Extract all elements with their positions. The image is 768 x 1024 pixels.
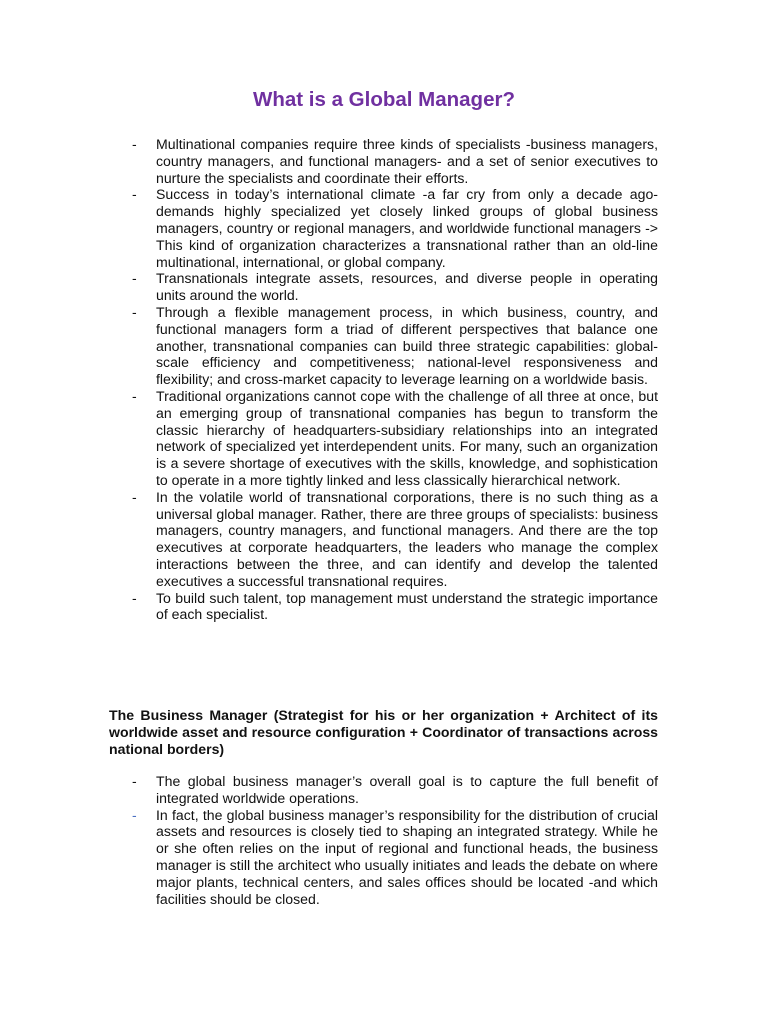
bullet-dash: - [132, 387, 137, 404]
list-item-text: Transnationals integrate assets, resources, and diverse people in operating units around the world. [156, 270, 658, 304]
list-item-text: To build such talent, top management must understand the strategic importance of each specialist. [156, 589, 658, 623]
list-item-text: In fact, the global business manager’s responsibility for the distribution of crucial assets and resources is closely tied to shaping an integrated strategy. While he or she often relies on the input of regional and functional heads, the business manager is still the architect who usually initiates and leads the debate on where major plants, technical centers, and sales offices should be located -and which facilities should be closed. [156, 806, 658, 907]
bullet-dash: - [132, 589, 137, 606]
list-item [0, 270, 658, 304]
list-item-text: Multinational companies require three kinds of specialists -business managers, country managers, and functional managers- and a set of senior executives to nurture the specialists and coordinate their efforts. [156, 136, 658, 186]
page-title: What is a Global Manager? [253, 88, 515, 111]
list-item-text: The global business manager’s overall goal is to capture the full benefit of integrated worldwide operations. [156, 773, 658, 806]
list-item-text: In the volatile world of transnational corporations, there is no such thing as a universal global manager. Rather, there are three groups of specialists: business managers, country managers, and functional managers. And there are the top executives at corporate headquarters, the leaders who manage the complex interactions between the three, and can identify and develop the talented executives a successful transnational requires. [156, 488, 658, 589]
bullet-dash: - [132, 806, 137, 823]
list-item [0, 304, 658, 388]
bullet-dash: - [132, 488, 137, 505]
bullet-dash: - [132, 773, 137, 789]
bullet-dash: - [132, 270, 137, 287]
bullet-dash: - [132, 303, 137, 320]
list-item [0, 136, 658, 186]
business-manager-bullet-list [0, 773, 658, 907]
list-item [0, 590, 658, 624]
list-item-text: Traditional organizations cannot cope with the challenge of all three at once, but an emerging group of transnational companies has begun to transform the classic hierarchy of headquarters-subsidiary relationships into an integrated network of specialized yet interdependent units. For many, such an organization is a severe shortage of executives with the skills, knowledge, and sophistication to operate in a more tightly linked and less classically hierarchical network. [156, 387, 658, 488]
bullet-dash: - [132, 136, 137, 152]
list-item [0, 388, 658, 489]
list-item [0, 807, 658, 908]
list-item [0, 186, 658, 270]
bullet-dash: - [132, 186, 137, 203]
intro-bullet-list [0, 136, 658, 623]
list-item [0, 773, 658, 807]
list-item-text: Through a flexible management process, in which business, country, and functional managers form a triad of different perspectives that balance one another, transnational companies can build three strategic capabilities: global-scale efficiency and competitiveness; national-level responsiveness and flexibility; and cross-market capacity to leverage learning on a worldwide basis. [156, 303, 658, 388]
list-item [0, 489, 658, 590]
section-heading-business-manager: The Business Manager (Strategist for his or her organization + Architect of its worldwide asset and resource configuration + Coordinator of transactions across national borders) [109, 707, 658, 757]
list-item-text: Success in today’s international climate -a far cry from only a decade ago- demands highly specialized yet closely linked groups of global business managers, country or regional managers, and worldwide functional managers -> This kind of organization characterizes a transnational rather than an old-line multinational, international, or global company. [156, 186, 658, 270]
